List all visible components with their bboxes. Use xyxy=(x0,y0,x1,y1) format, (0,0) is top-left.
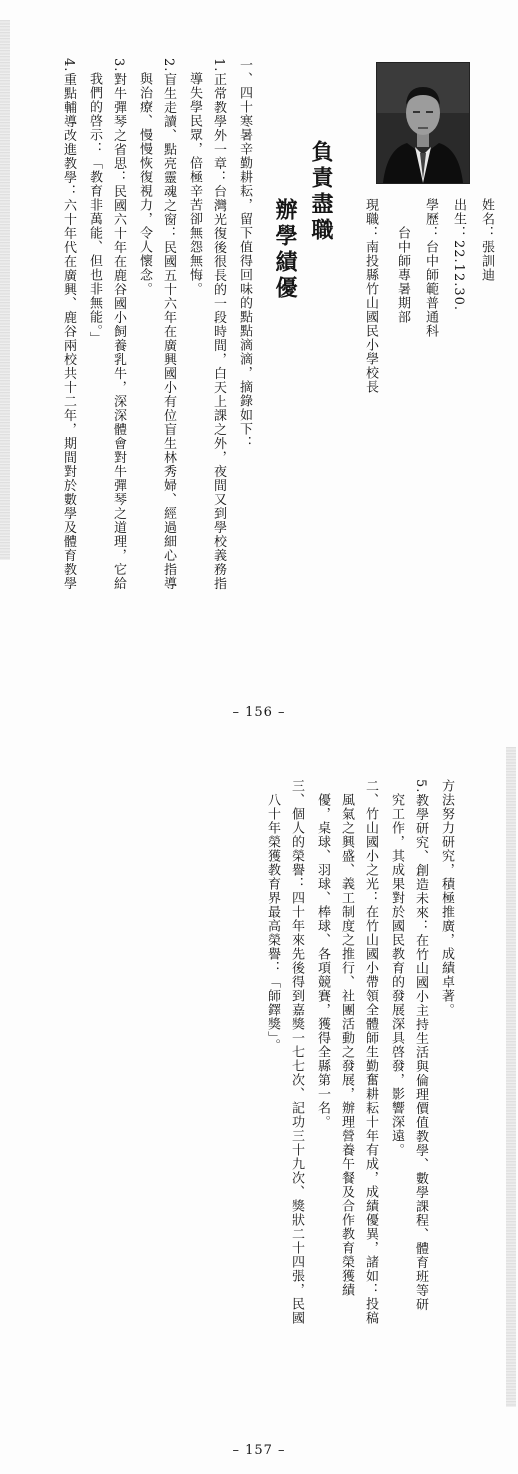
section-2-line-3: 優，桌球、羽球、棒球、各項競賽，獲得全縣第一名。 xyxy=(315,793,330,1129)
profile-education: 學歷：台中師範普通科 xyxy=(423,198,438,338)
page-title-line-1: 負責盡職 xyxy=(308,140,334,244)
scan-edge-right xyxy=(506,747,516,1407)
item-1-line-2: 導失學民眾，倍極辛苦卻無怨無悔。 xyxy=(187,72,202,296)
profile-name: 姓名：張訓迪 xyxy=(479,198,494,282)
continuation-line: 方法努力研究，積極推廣，成績卓著。 xyxy=(439,779,454,1017)
page-title-line-2: 辦學績優 xyxy=(272,198,298,302)
item-2-line-2: 與治療、慢慢恢復視力，令人懷念。 xyxy=(137,72,152,296)
portrait-silhouette-icon xyxy=(377,63,469,183)
item-4-line-1: 4.重點輔導改進教學：六十年代在廣興、鹿谷兩校共十二年，期間對於數學及體育教學 xyxy=(61,58,76,591)
section-3-line-2: 八十年榮獲教育界最高榮譽：「師鐸獎」。 xyxy=(265,793,280,1053)
item-1-line-1: 1.正常教學外一章：台灣光復後很長的一段時間，白天上課之外，夜間又到學校義務指 xyxy=(211,58,226,591)
portrait-photo xyxy=(376,62,470,184)
item-3-line-2: 我們的啓示：「教育非萬能、但也非無能。」 xyxy=(87,72,102,346)
page-number-156: – 156 – xyxy=(232,705,286,720)
section-2-line-2: 風氣之興盛、義工制度之推行、社團活動之發展，辦理營養午餐及合作教育榮獲績 xyxy=(339,793,354,1297)
profile-education-2: 台中師專暑期部 xyxy=(395,226,410,324)
item-3-line-1: 3.對牛彈琴之省思：民國六十年在鹿谷國小飼養乳牛，深深體會對牛彈琴之道理，它給 xyxy=(111,58,126,591)
page-number-157: – 157 – xyxy=(232,1443,286,1458)
profile-birth: 出生：22.12.30. xyxy=(451,198,466,312)
item-2-line-1: 2.盲生走讀、點亮靈魂之窗：民國五十六年在廣興國小有位盲生林秀婦、經過細心指導 xyxy=(161,58,176,591)
scan-edge-left xyxy=(0,20,10,560)
item-5-line-2: 究工作，其成果對於國民教育的發展深具啓發，影響深遠。 xyxy=(389,793,404,1157)
section-3-line-1: 三、個人的榮譽：四十年來先後得到嘉獎一七七次、記功三十九次、獎狀二十四張，民國 xyxy=(289,779,304,1325)
section-heading-1: 一、四十寒暑辛勤耕耘，留下值得回味的點點滴滴，摘錄如下： xyxy=(237,58,252,450)
page-157 xyxy=(0,737,518,1474)
item-5-line-1: 5.教學研究、創造未來：在竹山國小主持生活與倫理價值教學、數學課程、體育班等研 xyxy=(413,779,428,1312)
section-2-line-1: 二、竹山國小之光：在竹山國小帶領全體師生勤奮耕耘十年有成，成績優異，諸如：投稿 xyxy=(363,779,378,1325)
profile-position: 現職：南投縣竹山國民小學校長 xyxy=(363,198,378,394)
